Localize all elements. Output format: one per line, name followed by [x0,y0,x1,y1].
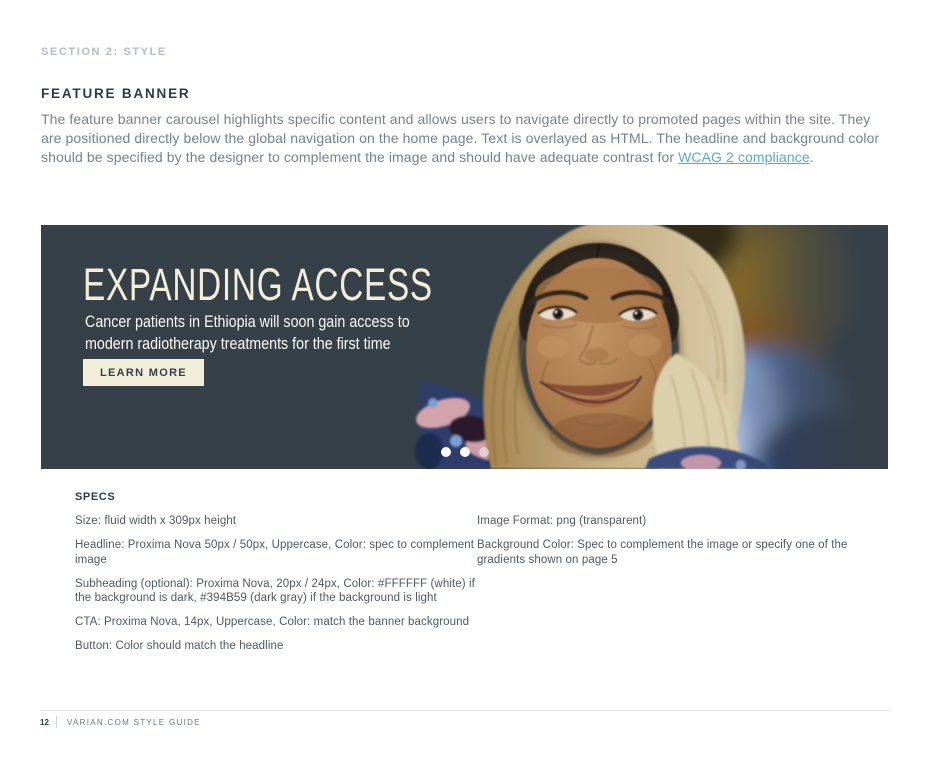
specs-column-right [477,514,889,663]
carousel-dot-1[interactable] [441,447,451,457]
banner-subheading-line2: modern radiotherapy treatments for the first time [85,334,391,353]
carousel-dot-3[interactable] [479,447,489,457]
page-footer [40,710,890,728]
specs-heading: SPECS [75,491,116,503]
carousel-dots [441,447,489,457]
banner-subheading-line1: Cancer patients in Ethiopia will soon gain access to [85,312,410,331]
learn-more-button[interactable]: LEARN MORE [83,359,204,386]
banner-headline: EXPANDING ACCESS [83,259,433,310]
intro-text-after: . [809,149,814,165]
specs-column-left [75,514,477,663]
footer-label: VARIAN.COM STYLE GUIDE [67,717,201,727]
style-guide-page [41,46,889,663]
right-edge-fade [731,225,888,469]
spec-item-background-color: Background Color: Spec to complement the image or specify one of the gradients shown on page 5 [477,539,848,566]
page-number: 12 [40,717,49,727]
specs-section [75,491,889,663]
page-title: FEATURE BANNER [41,86,191,101]
spec-item-button: Button: Color should match the headline [75,640,284,652]
intro-paragraph [41,110,889,167]
spec-item-subheading: Subheading (optional): Proxima Nova, 20px / 24px, Color: #FFFFFF (white) if the background is dark, #394B59 (dark gray) if the background is light [75,577,475,604]
spec-item-cta: CTA: Proxima Nova, 14px, Uppercase, Color: match the banner background [75,616,470,628]
spec-item-headline: Headline: Proxima Nova 50px / 50px, Uppercase, Color: spec to complement image [75,539,475,566]
spec-item-image-format: Image Format: png (transparent) [477,515,647,527]
section-label: SECTION 2: STYLE [41,46,167,58]
feature-banner [41,225,888,469]
banner-subheading [85,311,472,355]
intro-text-before: The feature banner carousel highlights specific content and allows users to navigate directly to promoted pages within the site. They are positioned directly below the global navigation on the home page. Text is overlayed as HTML. The headline and background color should be specified by the designer to complement the image and should have adequate contrast for [41,111,880,165]
spec-item-size: Size: fluid width x 309px height [75,515,237,527]
wcag-compliance-link[interactable]: WCAG 2 compliance [678,149,810,165]
footer-divider [56,716,57,728]
carousel-dot-2[interactable] [460,447,470,457]
